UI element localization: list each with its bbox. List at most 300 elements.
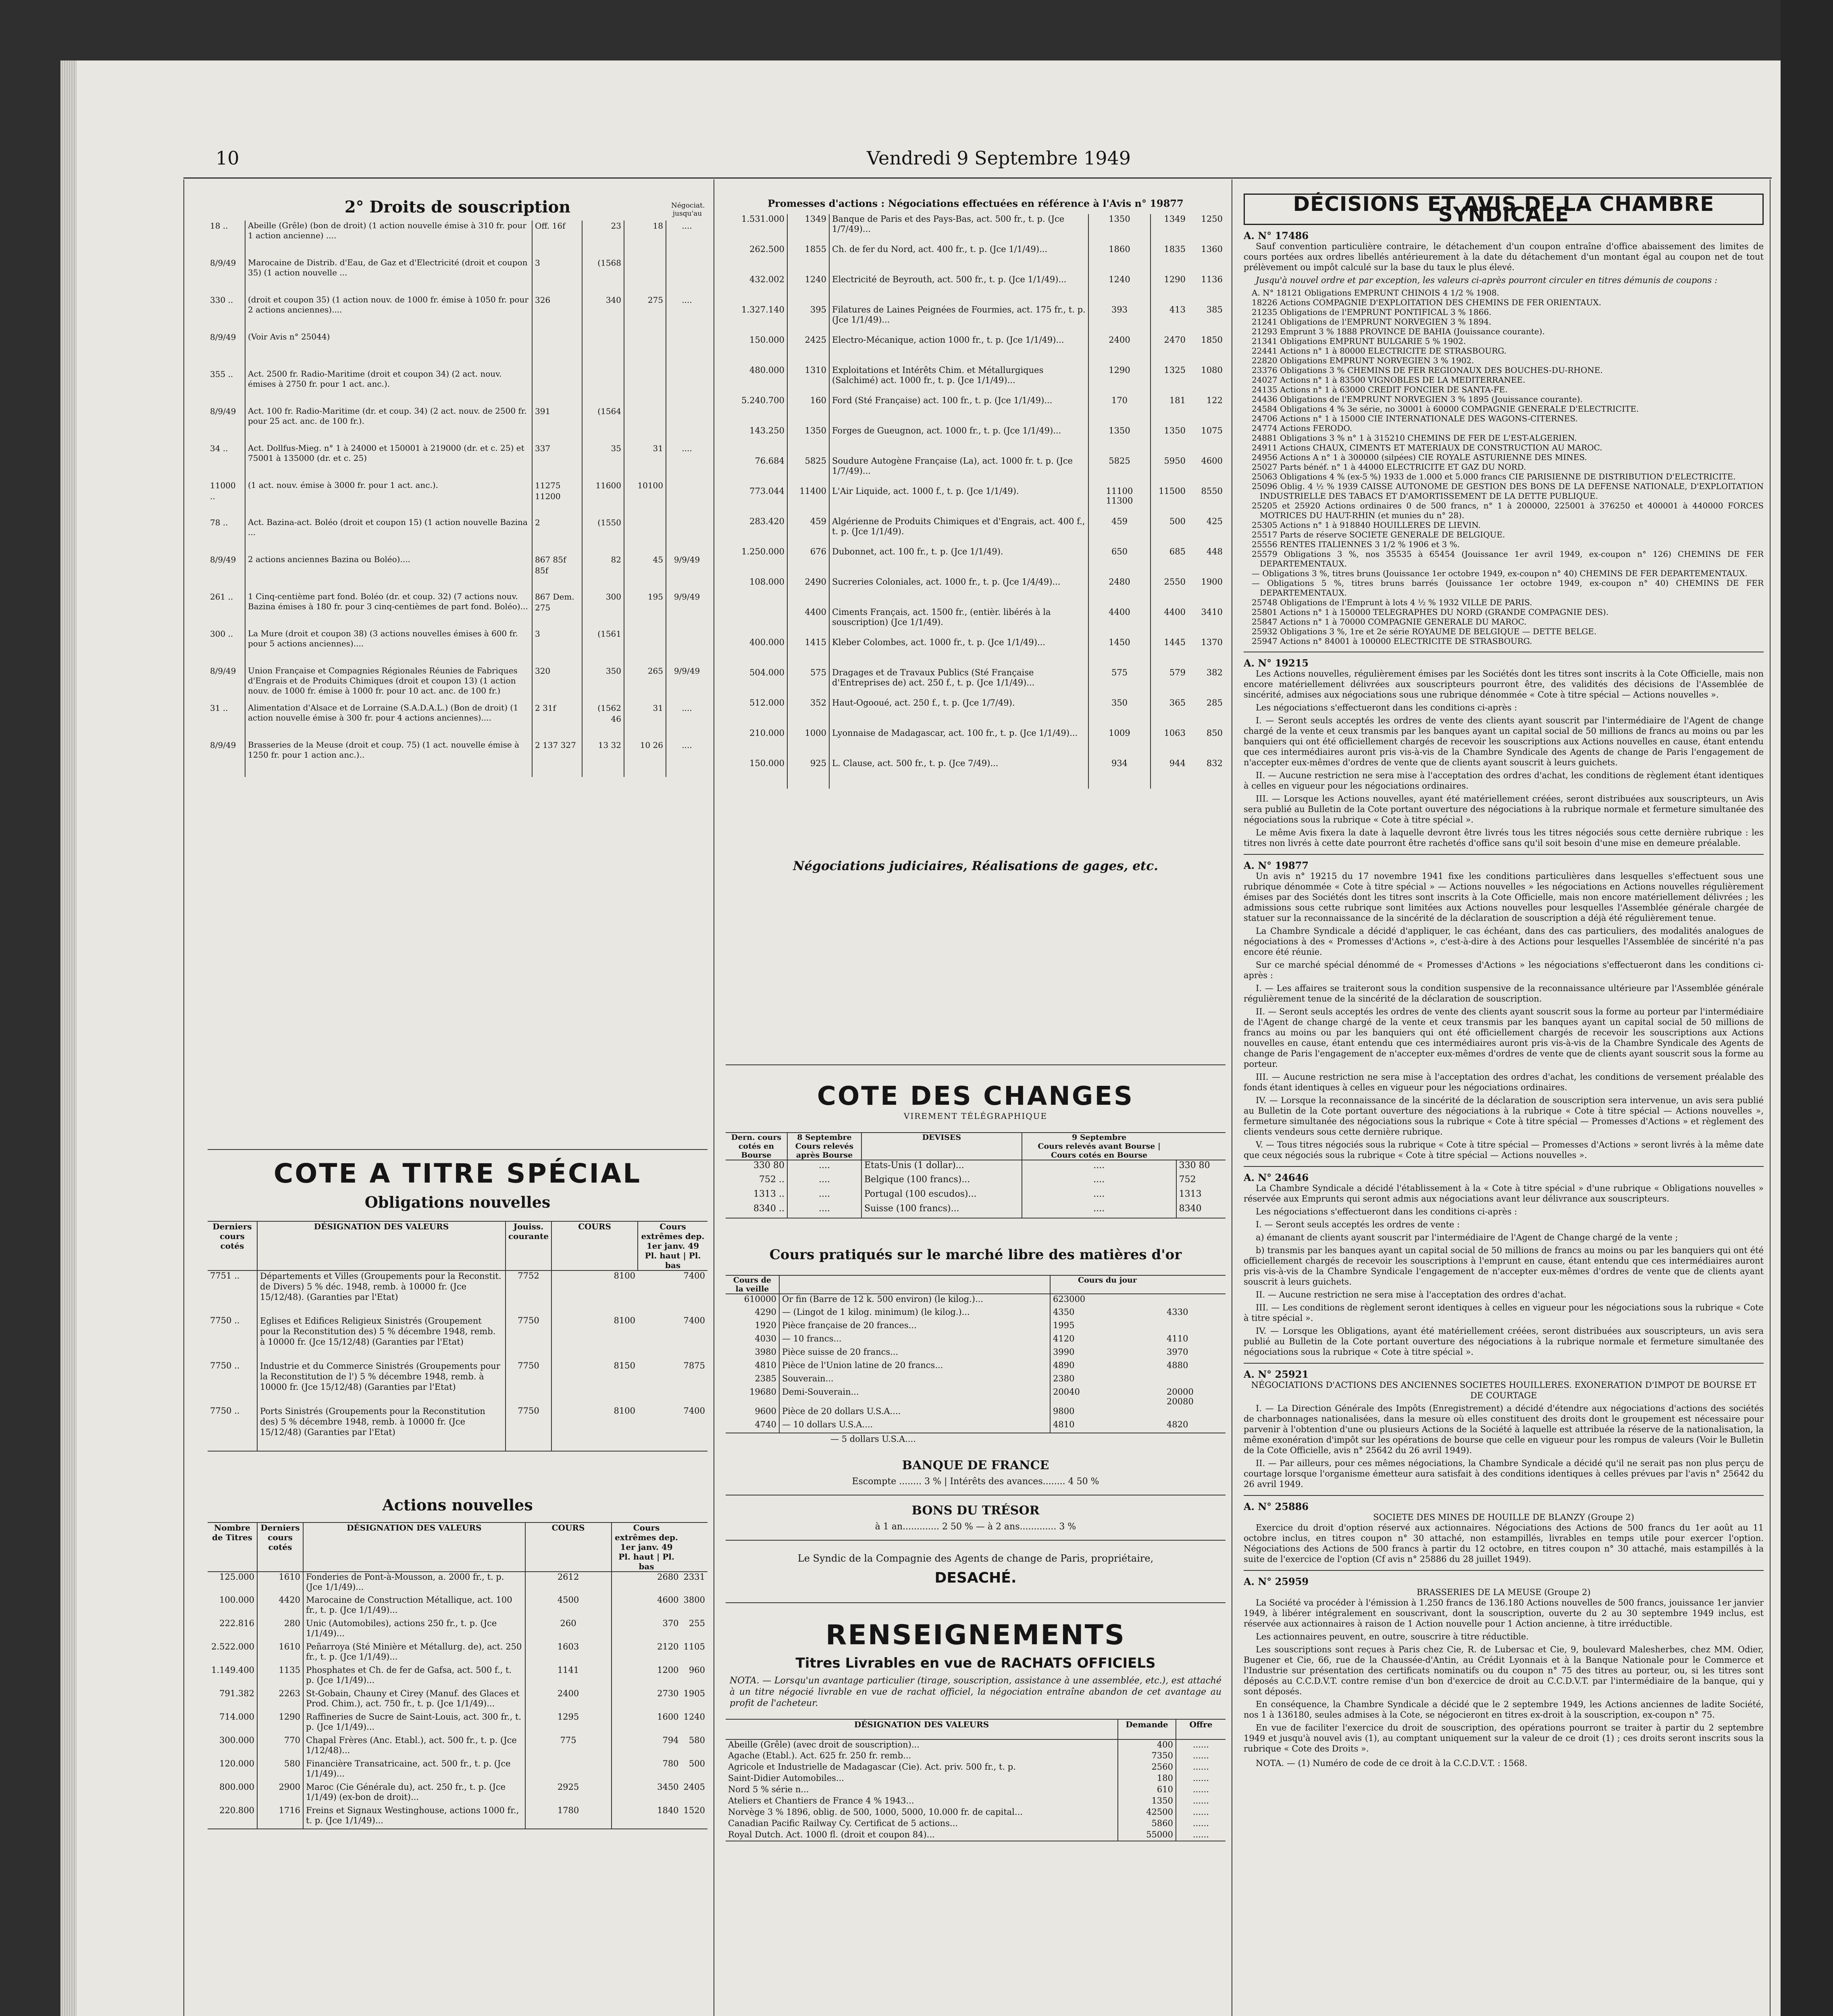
cell-d: 4420 (257, 1595, 303, 1618)
top-rule (183, 177, 1772, 179)
cell-c: 459 (1088, 516, 1151, 547)
cell-h: 685 (1169, 547, 1186, 556)
table-row (726, 1175, 1225, 1189)
cell-c (624, 406, 666, 443)
or-head-jour: Cours du jour (1078, 1276, 1137, 1285)
table-row (726, 426, 1225, 456)
cell-h: 1835 (1164, 244, 1186, 254)
or-table (726, 1275, 1225, 1433)
table-row (726, 516, 1225, 547)
cell-c: 18 (624, 221, 666, 258)
cell-o: ...... (1192, 1785, 1209, 1794)
cell-b: 4600 (1201, 456, 1223, 466)
table-row (726, 1189, 1225, 1204)
rens-subtitle: Titres Livrables en vue de RACHATS OFFICIELS (795, 1655, 1156, 1671)
cell-b (582, 369, 624, 406)
paragraph: Les souscriptions sont reçues à Paris chez Cie, R. de Lubersac et Cie, 9, boulevard Malesherbes, chez MM. Odier, Bugener et Cie, 66, rue de la Chaussée-d'Antin, au Crédit Lyonnais et à la Banque Nationale pour le Commerce et l'Industrie sur présentation des certificats nominatifs ou du coupon n° 75 des titres au porteur, ou, si les titres sont déposés au C.C.D.V.T. contre remise d'un bon d'exercice de droit au C.C.D.V.T. par l'intermédiaire de la banque, qui y sont déposés. (1244, 1645, 1764, 1696)
cell-name: Brasseries de la Meuse (droit et coup. 75) (1 act. nouvelle émise à 1250 fr. pour 1 action anc.).. (245, 740, 532, 777)
column-3 (1244, 190, 1764, 2016)
table-row (208, 1689, 707, 1712)
cell-d: 1610 (257, 1572, 303, 1595)
oblig-head-cours: COURS (551, 1221, 638, 1270)
cell-d: 400 (1118, 1739, 1176, 1751)
cell-c: 31 (624, 443, 666, 480)
cell-n: 512.000 (726, 698, 787, 728)
cell-name: Sucreries Coloniales, act. 1000 fr., t. p. (Jce 1/4/49)... (829, 577, 1088, 607)
cell-h: 1445 (1164, 637, 1186, 647)
cell-n: 504.000 (726, 668, 787, 698)
or-title: Cours pratiqués sur le marché libre des matières d'or (769, 1247, 1182, 1263)
table-row (726, 1406, 1225, 1420)
cell-o: ...... (1192, 1773, 1209, 1783)
avis-list-item: 24436 Obligations de l'EMPRUNT NORVEGIEN 3 % 1895 (Jouissance courante). (1252, 394, 1583, 404)
cell-name: Canadian Pacific Railway Cy. Certificat de 5 actions... (726, 1818, 1118, 1830)
cell-h: 944 (1169, 758, 1186, 768)
cell-n: 120.000 (208, 1759, 257, 1782)
cell-dern: 1313 .. (726, 1189, 787, 1204)
cell-d: 2490 (787, 577, 829, 607)
cell-n: 143.250 (726, 426, 787, 456)
cell-name: Maroc (Cie Générale du), act. 250 fr., t. p. (Jce 1/1/49) (ex-bon de droit)... (303, 1782, 525, 1806)
cell-c: 1295 (525, 1712, 612, 1735)
avis-25959-body (1244, 1597, 1764, 1754)
cell-d: 180 (1118, 1773, 1176, 1785)
changes-section (726, 1064, 1225, 1841)
cell-date: 11000 .. (208, 480, 245, 517)
table-row (726, 244, 1225, 275)
cell-v: 4030 (726, 1334, 779, 1347)
nota: NOTA. — (1) Numéro de code de ce droit à la C.C.D.V.T. : 1568. (1256, 1758, 1527, 1768)
cell-h: 794 (662, 1735, 679, 1745)
rule (726, 1602, 1225, 1603)
cell-v: 610000 (726, 1294, 779, 1307)
avis-list-item: 24706 Actions n° 1 à 15000 CIE INTERNATIONALE DES WAGONS-CITERNES. (1252, 414, 1578, 423)
actions-head-extremes-label: Cours extrêmes dep. 1er janv. 49 (615, 1523, 678, 1552)
table-row (726, 486, 1225, 516)
cell-b (582, 332, 624, 369)
cell-d: 676 (787, 547, 829, 577)
paragraph: Le même Avis fixera la date à laquelle devront être livrés tous les titres négociés sous cette dernière rubrique : les titres non livrés à cette date pourront être rachetés d'office sans qu'il soit besoin d'une mise en demeure préalable. (1244, 828, 1764, 848)
cell-c: 5825 (1088, 456, 1151, 486)
cell-avant: .... (1022, 1189, 1176, 1204)
table-row (726, 758, 1225, 789)
cell-name: — 10 francs... (779, 1334, 1050, 1347)
avis-list-item: 24911 Actions CHAUX, CIMENTS ET MATERIAUX DE CONSTRUCTION AU MAROC. (1252, 443, 1602, 452)
column-1 (208, 190, 707, 2016)
paragraph: V. — Tous titres négociés sous la rubrique « Cote à titre spécial — Promesses d'Actions » seront livrés à la même date que ceux négociés sous la rubrique « Cote à titre spécial — Actions nouvelles ». (1244, 1140, 1764, 1160)
rens-head-designation: DÉSIGNATION DES VALEURS (726, 1719, 1118, 1739)
avis-19215-body (1244, 669, 1764, 848)
cell-cote: 752 (1179, 1175, 1196, 1185)
cell-name: Raffineries de Sucre de Saint-Louis, act. 300 fr., t. p. (Jce 1/1/49)... (303, 1712, 525, 1735)
cell-n: 791.382 (208, 1689, 257, 1712)
droits-title: 2° Droits de souscription (344, 198, 571, 217)
changes-head-avant: Cours relevés avant Bourse (1038, 1142, 1155, 1151)
table-row (208, 1642, 707, 1665)
avis-list-item: 25556 RENTES ITALIENNES 3 1/2 % 1906 et 3 %. (1252, 539, 1460, 549)
cell-avant: .... (1022, 1160, 1176, 1175)
avis-list-item: 24881 Obligations 3 % n° 1 à 315210 CHEMINS DE FER DE L'EST-ALGERIEN. (1252, 433, 1577, 443)
table-row (726, 1320, 1225, 1334)
avis-list-item: 25205 et 25920 Actions ordinaires 0 de 500 francs, n° 1 à 200000, 225001 à 376250 et 400001 à 440000 FORCES MOTRICES DU HAUT-RHIN (et munies du n° 28). (1252, 501, 1764, 520)
cell-d: 580 (257, 1759, 303, 1782)
cell-c (624, 332, 666, 369)
avis-list-item: A. N° 18121 Obligations EMPRUNT CHINOIS 4 1/2 % 1908. (1252, 288, 1500, 298)
cell-a: 4810 (1053, 1420, 1075, 1429)
rule (1244, 854, 1764, 855)
cell-b: 1360 (1201, 244, 1223, 254)
cell-h: 413 (1169, 305, 1186, 314)
cell-d: 55000 (1118, 1830, 1176, 1841)
cell-n: 210.000 (726, 728, 787, 758)
cell-a: 3990 (1053, 1347, 1075, 1357)
table-row (726, 1785, 1225, 1796)
cell-h: 2120 (657, 1642, 679, 1652)
cell-c: 31 (624, 703, 666, 740)
table-row (726, 1751, 1225, 1762)
or-head-veille: Cours de la veille (726, 1275, 779, 1294)
rule (726, 1064, 1225, 1065)
table-row (208, 1712, 707, 1735)
cell-a: 867 85f 85f (532, 554, 582, 591)
column-2 (726, 190, 1225, 2016)
cell-d: 1350 (1118, 1796, 1176, 1807)
table-row (208, 1782, 707, 1806)
cell-a: 1995 (1053, 1320, 1075, 1330)
avis-list-item: 25305 Actions n° 1 à 918840 HOUILLERES DE LIEVIN. (1252, 520, 1481, 530)
cell-d: 7350 (1118, 1751, 1176, 1762)
cell-h: 4400 (1164, 607, 1186, 617)
cell-c (624, 629, 666, 666)
cell-h: 780 (662, 1759, 679, 1768)
cell-cours: 7752 (506, 1270, 551, 1316)
cell-b: 300 (582, 591, 624, 629)
oblig-head-dernier: Derniers cours cotés (208, 1221, 257, 1270)
or-last-row: — 5 dollars U.S.A.... (830, 1434, 916, 1444)
cell-c: 650 (1088, 547, 1151, 577)
scan-shadow (1781, 0, 1833, 2016)
bons-line: à 1 an............. 2 50 % — à 2 ans............. 3 % (875, 1522, 1076, 1532)
column-edge-left (183, 179, 184, 2016)
changes-head-8sept (787, 1133, 861, 1160)
rens-head-demande: Demande (1118, 1719, 1176, 1739)
table-row (208, 1270, 707, 1316)
cell-d (666, 406, 707, 443)
cell-a: 9800 (1053, 1406, 1075, 1416)
avis-list-item: 24027 Actions n° 1 à 83500 VIGNOBLES DE LA MEDITERRANEE. (1252, 375, 1525, 385)
avis-list-item: 25932 Obligations 3 %, 1re et 2e série ROYAUME DE BELGIQUE — DETTE BELGE. (1252, 627, 1597, 636)
cell-name: Souverain... (779, 1374, 1050, 1387)
avis-list-item: 21293 Emprunt 3 % 1888 PROVINCE DE BAHIA (Jouissance courante). (1252, 327, 1545, 336)
changes-head-devises: DEVISES (861, 1133, 1022, 1160)
cell-date: 8/9/49 (208, 406, 245, 443)
cell-h: 1840 (657, 1806, 679, 1815)
cell-haut: 8100 (614, 1316, 635, 1325)
table-row (726, 607, 1225, 637)
avis-list-item: 22820 Obligations EMPRUNT NORVEGIEN 3 % 1902. (1252, 356, 1474, 365)
cell-b: 1900 (1201, 577, 1223, 587)
rule (1244, 1570, 1764, 1571)
cell-b: 1136 (1201, 275, 1223, 284)
cell-devise: Belgique (100 francs)... (861, 1175, 1022, 1189)
avis-17486-list (1244, 288, 1764, 646)
paragraph: En conséquence, la Chambre Syndicale a décidé que le 2 septembre 1949, les Actions anciennes de ladite Société, nos 1 à 136180, seules admises à la Cote, se négocieront en titres ex-droit à la souscription, ex-coupon n° 75. (1244, 1699, 1764, 1720)
cell-bas: 7400 (683, 1316, 705, 1325)
table-row (726, 1160, 1225, 1175)
changes-head-8sept-label: 8 Septembre (797, 1133, 852, 1142)
avis-25959-title: BRASSERIES DE LA MEUSE (Groupe 2) (1417, 1587, 1591, 1597)
cell-name: L. Clause, act. 500 fr., t. p. (Jce 7/49)... (829, 758, 1088, 789)
cell-n: 150.000 (726, 758, 787, 789)
cell-a: 3 (532, 629, 582, 666)
cell-d: 395 (787, 305, 829, 335)
cell-d: 9/9/49 (674, 592, 700, 602)
cell-c: 10 26 (624, 740, 666, 777)
cell-name: Kleber Colombes, act. 1000 fr., t. p. (Jce 1/1/49)... (829, 637, 1088, 668)
cell-n: 773.044 (726, 486, 787, 516)
cell-name: Unic (Automobiles), actions 250 fr., t. p. (Jce 1/1/49)... (303, 1618, 525, 1642)
cell-a: 2 (532, 517, 582, 554)
cell-b: 385 (1206, 305, 1223, 314)
table-row (726, 1420, 1225, 1433)
cell-date: 330 .. (208, 295, 245, 332)
table-row (726, 1807, 1225, 1818)
cell-v: 1920 (726, 1320, 779, 1334)
table-row (726, 1204, 1225, 1218)
cell-c: 934 (1088, 758, 1151, 789)
cell-d: .... (682, 740, 692, 750)
avis-list-item: 18226 Actions COMPAGNIE D'EXPLOITATION DES CHEMINS DE FER ORIENTAUX. (1252, 298, 1602, 307)
cell-dern: 752 .. (726, 1175, 787, 1189)
avis-17486-head: A. N° 17486 (1244, 230, 1309, 242)
cell-b: 500 (689, 1759, 705, 1768)
table-row (208, 1759, 707, 1782)
cell-d: 9/9/49 (674, 555, 700, 564)
cell-name: Marocaine de Construction Métallique, act. 100 fr., t. p. (Jce 1/1/49)... (303, 1595, 525, 1618)
cell-b: (1561 (582, 629, 624, 666)
droits-table (208, 221, 707, 777)
cell-date: 18 .. (208, 221, 245, 258)
cell-v: 4290 (726, 1307, 779, 1320)
cell-c: 10100 (624, 480, 666, 517)
paragraph: Les actionnaires peuvent, en outre, souscrire à titre réductible. (1256, 1632, 1529, 1641)
cell-name: (Voir Avis n° 25044) (245, 332, 532, 369)
cell-d (666, 332, 707, 369)
cell-o: ...... (1192, 1830, 1209, 1839)
cell-apres: .... (787, 1175, 861, 1189)
cell-c: 260 (525, 1618, 612, 1642)
cell-dernier: 7750 .. (208, 1316, 257, 1361)
cell-bas: 7400 (683, 1406, 705, 1416)
cell-n (726, 607, 787, 637)
cell-h: 1325 (1164, 365, 1186, 375)
cell-c: 275 (624, 295, 666, 332)
cell-d: 1415 (787, 637, 829, 668)
cell-n: 150.000 (726, 335, 787, 365)
cell-name: Eglises et Edifices Religieux Sinistrés (Groupement pour la Reconstitution des) 5 % décembre 1948, remb. à 10000 fr. (Jce 15/12/48) (Garanties par l'Etat) (257, 1316, 506, 1361)
cell-c: 265 (624, 666, 666, 703)
cell-name: — 10 dollars U.S.A.... (779, 1420, 1050, 1433)
changes-subtitle: VIREMENT TÉLÉGRAPHIQUE (903, 1111, 1048, 1121)
changes-head-cote: Cours cotés en Bourse (1051, 1151, 1148, 1160)
cell-n: 1.531.000 (726, 214, 787, 244)
cell-c: 195 (624, 591, 666, 629)
cell-b (1164, 1294, 1225, 1307)
changes-head-dern: Dern. cours cotés en Bourse (726, 1133, 787, 1160)
cell-a: 20040 (1053, 1387, 1080, 1397)
cell-b: 1080 (1201, 365, 1223, 375)
cell-name: Banque de Paris et des Pays-Bas, act. 500 fr., t. p. (Jce 1/7/49)... (829, 214, 1088, 244)
cell-d: 2560 (1118, 1762, 1176, 1773)
cell-c: 1603 (525, 1642, 612, 1665)
cell-cote: 1313 (1179, 1189, 1202, 1199)
cell-h: 1290 (1164, 275, 1186, 284)
cell-b: 3970 (1167, 1347, 1188, 1357)
cell-h: 2730 (657, 1689, 679, 1698)
cell-c: 4400 (1088, 607, 1151, 637)
cell-c: 1860 (1088, 244, 1151, 275)
cell-b: 255 (689, 1618, 705, 1628)
cell-o: ...... (1192, 1740, 1209, 1749)
oblig-head-bas: Pl. bas (665, 1251, 701, 1270)
table-row (726, 1307, 1225, 1320)
cell-b: 832 (1206, 758, 1223, 768)
cell-c: 4500 (525, 1595, 612, 1618)
cell-d (666, 258, 707, 295)
changes-head-9sept: 9 Septembre Cours relevés avant Bourse | Cours cotés en Bourse (1038, 1133, 1161, 1160)
cell-b: 425 (1206, 516, 1223, 526)
cell-apres: .... (787, 1204, 861, 1218)
cell-d (666, 629, 707, 666)
cell-c: 2400 (1088, 335, 1151, 365)
avis-19877-head: A. N° 19877 (1244, 860, 1309, 871)
cell-n: 125.000 (208, 1572, 257, 1595)
cell-apres: .... (787, 1189, 861, 1204)
table-row (726, 456, 1225, 486)
table-row (208, 554, 707, 591)
avis-25886-text: Exercice du droit d'option réservé aux actionnaires. Négociations des Actions de 500 francs du 1er août au 11 octobre inclus, en titres coupon n° 30 attaché, non estampillés, livrables en temps utile pour exercer l'option. Négociations des Actions de 500 francs à partir du 12 octobre, en titres coupon n° 30 attaché, mais estampillés à la suite de l'exercice de l'option (Cf avis n° 25886 du 28 juillet 1949). (1244, 1523, 1764, 1564)
paragraph: Un avis n° 19215 du 17 novembre 1941 fixe les conditions particulières dans lesquelles s'effectuent sous une rubrique dénommée « Cote à titre spécial » — Actions nouvelles » les négociations en Actions nouvelles régulièrement émises par des Sociétés dont les titres sont inscrits à la Cote Officielle, mais non encore matériellement délivrées ; les admissions sous cette rubrique sont limitées aux Actions nouvelles pour lesquelles l'Assemblée générale chargée de statuer sur la reconnaissance de la sincérité de la déclaration de souscription a déjà été régulièrement tenue. (1244, 871, 1764, 923)
rens-nota: NOTA. — Lorsqu'un avantage particulier (tirage, souscription, assistance à une assemblée, etc.), est attaché à un titre négocié livrable en vue de rachat officiel, la négociation entraîne abandon de cet avantage au profit de l'acheteur. (730, 1676, 1221, 1708)
cell-b: 4330 (1167, 1307, 1188, 1317)
avis-list-item: 25847 Actions n° 1 à 70000 COMPAGNIE GENERALE DU MAROC. (1252, 617, 1527, 627)
cell-b: (1550 (582, 517, 624, 554)
cell-n: 400.000 (726, 637, 787, 668)
table-row (208, 1618, 707, 1642)
table-row (726, 1334, 1225, 1347)
cell-date: 78 .. (208, 517, 245, 554)
oblig-head-extremes-label: Cours extrêmes dep. 1er janv. 49 (641, 1222, 705, 1251)
paragraph: a) émanant de clients ayant souscrit par l'intermédiaire de l'Agent de Change chargé de la vente ; (1256, 1233, 1678, 1242)
paragraph: I. — La Direction Générale des Impôts (Enregistrement) a décidé d'étendre aux négociations d'actions des sociétés de charbonnages nationalisées, dans la mesure où elles constituent des droits dont le groupement est nécessaire pour parvenir à l'obtention d'une ou plusieurs Actions de la Société à laquelle est attribuée la réserve de la nationalisation, la même exonération d'impôt sur les opérations de bourse que celle en vigueur pour les rompus de valeurs (Voir le Bulletin de la Cote Officielle, avis n° 25642 du 26 avril 1949). (1244, 1404, 1764, 1455)
cell-d: .... (682, 295, 692, 305)
cell-name: Act. 2500 fr. Radio-Maritime (droit et coupon 34) (2 act. nouv. émises à 2750 fr. pour 1 act. anc.). (245, 369, 532, 406)
cell-a: 4350 (1053, 1307, 1075, 1317)
cell-avant: .... (1022, 1175, 1176, 1189)
cell-b: 1905 (683, 1689, 705, 1698)
avis-25959-head: A. N° 25959 (1244, 1576, 1309, 1587)
cell-name: Act. Bazina-act. Boléo (droit et coupon 15) (1 action nouvelle Bazina ... (245, 517, 532, 554)
cell-b: (1562 46 (582, 703, 624, 740)
cell-bas: 7400 (683, 1271, 705, 1281)
cell-d: 5860 (1118, 1818, 1176, 1830)
cell-name: Royal Dutch. Act. 1000 fl. (droit et coupon 84)... (726, 1830, 1118, 1841)
cell-name: Agricole et Industrielle de Madagascar (Cie). Act. priv. 500 fr., t. p. (726, 1762, 1118, 1773)
avis-19877-body (1244, 871, 1764, 1160)
cell-name: Exploitations et Intérêts Chim. et Métallurgiques (Salchimé) act. 1000 fr., t. p. (Jce 1/1/49)... (829, 365, 1088, 396)
cell-name: Industrie et du Commerce Sinistrés (Groupements pour la Reconstitution de l') 5 % décembre 1948, remb. à 10000 fr. (Jce 15/12/48) (Garanties par l'Etat) (257, 1361, 506, 1406)
avis-list-item: 25801 Actions n° 1 à 150000 TELEGRAPHES DU NORD (GRANDE COMPAGNIE DES). (1252, 607, 1609, 617)
cell-date: 8/9/49 (208, 332, 245, 369)
rule (1244, 1495, 1764, 1496)
cell-name: Act. Dollfus-Mieg. n° 1 à 24000 et 150001 à 219000 (dr. et c. 25) et 75001 à 135000 (dr. et c. 25) (245, 443, 532, 480)
page-edge-stack (60, 60, 77, 2016)
table-row (726, 1818, 1225, 1830)
avis-list-item: 22441 Actions n° 1 à 80000 ELECTRICITE DE STRASBOURG. (1252, 346, 1507, 356)
cell-n: 262.500 (726, 244, 787, 275)
cell-b: 3800 (683, 1595, 705, 1605)
cell-n: 108.000 (726, 577, 787, 607)
table-row (726, 1387, 1225, 1406)
cell-name: Filatures de Laines Peignées de Fourmies, act. 175 fr., t. p. (Jce 1/1/49)... (829, 305, 1088, 335)
cell-name: Ports Sinistrés (Groupements pour la Reconstitution des) 5 % décembre 1948, remb. à 10000 fr. (Jce 15/12/48) (Garanties par l'Etat) (257, 1406, 506, 1451)
avis-list-item: 25063 Obligations 4 % (ex-5 %) 1933 de 1.000 et 5.000 francs CIE PARISIENNE DE DISTRIBUTION D'ELECTRICITE. (1252, 472, 1736, 481)
cell-o: ...... (1192, 1751, 1209, 1760)
cell-h: 4600 (657, 1595, 679, 1605)
rule (208, 1149, 707, 1150)
cell-n: 714.000 (208, 1712, 257, 1735)
cell-c: 393 (1088, 305, 1151, 335)
cell-d: 42500 (1118, 1807, 1176, 1818)
cell-d: 2900 (257, 1782, 303, 1806)
cell-b: 580 (689, 1735, 705, 1745)
cell-dernier: 7751 .. (208, 1270, 257, 1316)
cell-v: 9600 (726, 1406, 779, 1420)
avis-25886-head: A. N° 25886 (1244, 1501, 1309, 1512)
cell-name: Or fin (Barre de 12 k. 500 environ) (le kilog.)... (779, 1294, 1050, 1307)
actions-head-nombre: Nombre de Titres (208, 1522, 257, 1572)
cell-name: L'Air Liquide, act. 1000 f., t. p. (Jce 1/1/49). (829, 486, 1088, 516)
rule (1244, 1363, 1764, 1364)
cell-d: .... (682, 703, 692, 713)
cell-b: 382 (1206, 668, 1223, 677)
cell-name: Demi-Souverain... (779, 1387, 1050, 1406)
cell-b: 1370 (1201, 637, 1223, 647)
cell-d: 5825 (787, 456, 829, 486)
cell-o: ...... (1192, 1807, 1209, 1817)
cell-a: 867 Dem. 275 (532, 591, 582, 629)
cell-d: 575 (787, 668, 829, 698)
cell-b: 285 (1206, 698, 1223, 708)
cell-d: 1855 (787, 244, 829, 275)
cell-a: Off. 16f (532, 221, 582, 258)
or-head-blank (779, 1275, 1050, 1294)
cell-b (1164, 1320, 1225, 1334)
cell-cours: 7750 (506, 1406, 551, 1451)
cell-h: 2470 (1164, 335, 1186, 345)
cell-n: 222.816 (208, 1618, 257, 1642)
cell-name: Alimentation d'Alsace et de Lorraine (S.A.D.A.L.) (Bon de droit) (1 action nouvelle émise à 300 fr. pour 4 actions anciennes).... (245, 703, 532, 740)
avis-24646-head: A. N° 24646 (1244, 1172, 1309, 1183)
avis-25886-title: SOCIETE DES MINES DE HOUILLE DE BLANZY (Groupe 2) (1373, 1512, 1634, 1522)
oblig-title: Obligations nouvelles (364, 1193, 551, 1211)
cell-name: Lyonnaise de Madagascar, act. 100 fr., t. p. (Jce 1/1/49)... (829, 728, 1088, 758)
table-row (208, 480, 707, 517)
changes-table (726, 1132, 1225, 1218)
paragraph: IV. — Lorsque la reconnaissance de la sincérité de la déclaration de souscription sera intervenue, un avis sera publié au Bulletin de la Cote portant ouverture des négociations à la rubrique « Cote à titre spécial — Actions nouvelles », fermeture simultanée des négociations sous la rubrique « Cote à titre spécial — Promesses d'Actions » et règlement des clients vendeurs sous cette dernière rubrique. (1244, 1095, 1764, 1137)
cell-d: 1135 (257, 1665, 303, 1689)
cell-name: 1 Cinq-centième part fond. Boléo (dr. et coup. 32) (7 actions nouv. Bazina émises à 180 fr. pour 3 cinq-centièmes de part fond. Boléo)... (245, 591, 532, 629)
